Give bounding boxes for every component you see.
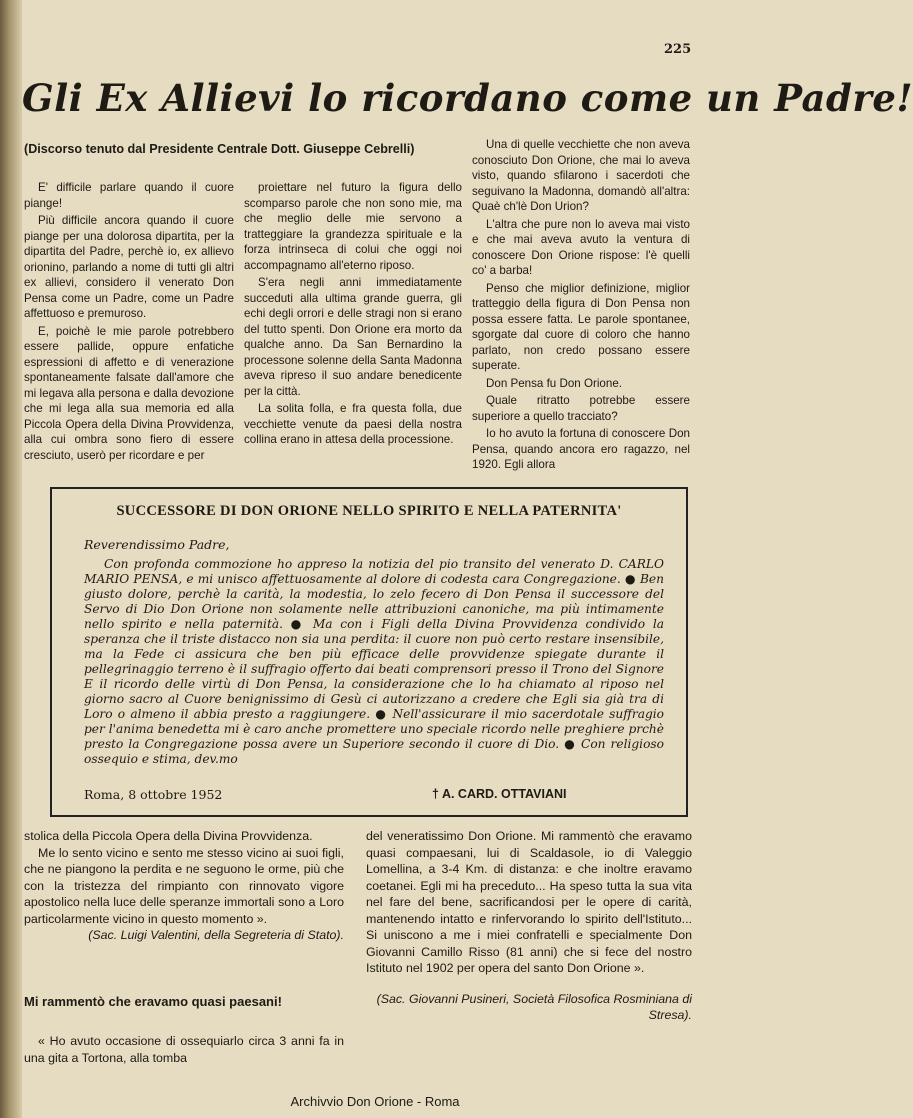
paragraph: proiettare nel futuro la figura dello scomparso parole che non sono mie, ma che meglio delle mie servono a tratteggiare la grandezza spirituale e la forza intrinseca di colui che oggi noi accompagnamo all'eterno riposo. <box>244 181 462 272</box>
attribution: (Sac. Luigi Valentini, della Segreteria di Stato). <box>88 928 344 942</box>
page-number: 225 <box>664 42 692 57</box>
archive-footer: Archivvio Don Orione - Roma <box>290 1094 460 1109</box>
paragraph: Don Pensa fu Don Orione. <box>486 376 622 390</box>
paragraph: S'era negli anni immediatamente succeduti alla ultima grande guerra, gli echi degli orrori e delle stragi non si erano del tutto spenti. Don Orione era morto da qualche anno. Da San Bernardino la processone solenne della Santa Madonna aveva ripreso il suo andare benedicente per la città. <box>244 276 462 398</box>
paragraph: Penso che miglior definizione, miglior tratteggio della figura di Don Pensa non possa essere fatta. Le parole spontanee, sgorgate dal cuore di coloro che hanno parlato, non credo possano essere superate. <box>472 281 690 372</box>
section-subheading: Mi rammentò che eravamo quasi paesani! <box>24 994 282 1009</box>
paragraph: stolica della Piccola Opera della Divina Provvidenza. <box>24 829 313 843</box>
paragraph: Io ho avuto la fortuna di conoscere Don Pensa, quando ancora ero ragazzo, nel 1920. Egli allora <box>472 427 690 471</box>
article-headline: Gli Ex Allievi lo ricordano come un Padre! <box>22 76 913 120</box>
paragraph: La solita folla, e fra questa folla, due vecchiette venute da paesi della nostra collina erano in attesa della processione. <box>244 402 462 446</box>
lower-column-1 <box>24 828 344 944</box>
attribution: (Sac. Giovanni Pusineri, Società Filosofica Rosminiana di Stresa). <box>376 991 692 1022</box>
paragraph: Una di quelle vecchiette che non aveva conosciuto Don Orione, che mai lo aveva visto, quando sfilarono i sacerdoti che seguivano la Madonna, domandò all'altra: Quaè ch'lè Don Urion? <box>472 138 690 213</box>
letter-body: Con profonda commozione ho appreso la notizia del pio transito del venerato D. CARLO MARIO PENSA, e mi unisco affettuosamente al dolore di codesta cara Congregazione. ● Ben giusto dolore, perchè la carità, la modestia, lo zelo fecero di Don Pensa il successore del Servo di Dio Don Orione non solamente nelle attribuzioni canoniche, ma più intimamente nello spirito e nella paternità. ● Ma con i Figli della Divina Provvidenza condivido la speranza che il triste distacco non sia una perdita: il cuore non può certo restare insensibile, ma la Fede ci assicura che ben più efficace delle provvidenze spiegate durante il pellegrinaggio terreno è il suffragio offerto dai beati comprensori presso il Trono del Signore E il ricordo delle virtù di Don Pensa, la considerazione che lo ha chiamato al riposo nel giorno sacro al Cuore benignissimo di Gesù ci autorizzano a credere che Egli sia già tra di Loro o almeno il abbia presto a raggiungere. ● Nell'assicurare il mio sacerdotale suffragio per l'anima benedetta mi è caro anche promettere uno speciale ricordo nelle preghiere prchè presto la Congregazione possa avere un Superiore secondo il cuore di Dio. ● Con religioso ossequio e stima, dev.mo <box>84 557 664 766</box>
article-subtitle: (Discorso tenuto dal Presidente Centrale Dott. Giuseppe Cebrelli) <box>24 142 415 156</box>
paragraph: E' difficile parlare quando il cuore piange! <box>24 181 234 210</box>
paragraph: Me lo sento vicino e sento me stesso vicino ai suoi figli, che ne piangono la perdita e ne seguono le orme, più che con la tristezza del rimpianto con rinnovato vigore apostolico nella luce delle speranze immortali sono a Loro particolarmente vicino in questo momento ». <box>24 845 344 926</box>
paragraph: Più difficile ancora quando il cuore piange per una dolorosa dipartita, per la dipartita del Padre, perchè io, ex allievo orionino, parlando a nome di tutti gli altri ex allievi, considero il venerato Don Pensa come un Padre, come un Padre affettuoso e premuroso. <box>24 214 234 320</box>
boxed-letter <box>50 487 688 817</box>
letter-signature: † A. CARD. OTTAVIANI <box>432 787 567 801</box>
paragraph: L'altra che pure non lo aveva mai visto e che mai aveva avuto la ventura di conoscere Don Orione rispose: l'è quelli co' a barba! <box>472 217 690 277</box>
paragraph: Quale ritratto potrebbe essere superiore a quello tracciato? <box>472 394 690 423</box>
lower-column-2 <box>366 828 692 1024</box>
article-column-3 <box>472 137 690 482</box>
box-title: SUCCESSORE DI DON ORIONE NELLO SPIRITO E NELLA PATERNITA' <box>116 503 622 519</box>
article-column-1 <box>24 180 234 480</box>
page-binding-shadow <box>0 0 22 1118</box>
letter-salutation: Reverendissimo Padre, <box>84 537 230 552</box>
article-column-2 <box>244 180 462 480</box>
paragraph: « Ho avuto occasione di ossequiarlo circa 3 anni fa in una gita a Tortona, alla tomba <box>24 1034 344 1065</box>
paragraph: E, poichè le mie parole potrebbero essere pallide, oppure enfatiche espressioni di affetto e di venerazione spontaneamente falsate dall'amore che mi legava alla persona e dalla devozione che mi lega alla sua memoria ed alla Piccola Opera della Divina Provvidenza, alla cui ombra sono fiero di essere cresciuto, userò per ricordare e per <box>24 324 234 462</box>
letter-place-date: Roma, 8 ottobre 1952 <box>84 787 223 802</box>
paragraph: del veneratissimo Don Orione. Mi rammentò che eravamo quasi compaesani, lui di Scaldasole, io di Valeggio Lomellina, a 3-4 Km. di distanza: e che inoltre eravamo coetanei. Egli mi ha preceduto... Ha speso tutta la sua vita nel fare del bene, sacrificandosi per le opere di carità, mantenendo intatto e rinfervorando lo spirito dell'Istituto... Si uniscono a me i miei confratelli e specialmente Don Giovanni Camillo Risso (81 anni) che si fece del nostro Istituto nel 1902 per opera del santo Don Orione ». <box>366 829 692 975</box>
